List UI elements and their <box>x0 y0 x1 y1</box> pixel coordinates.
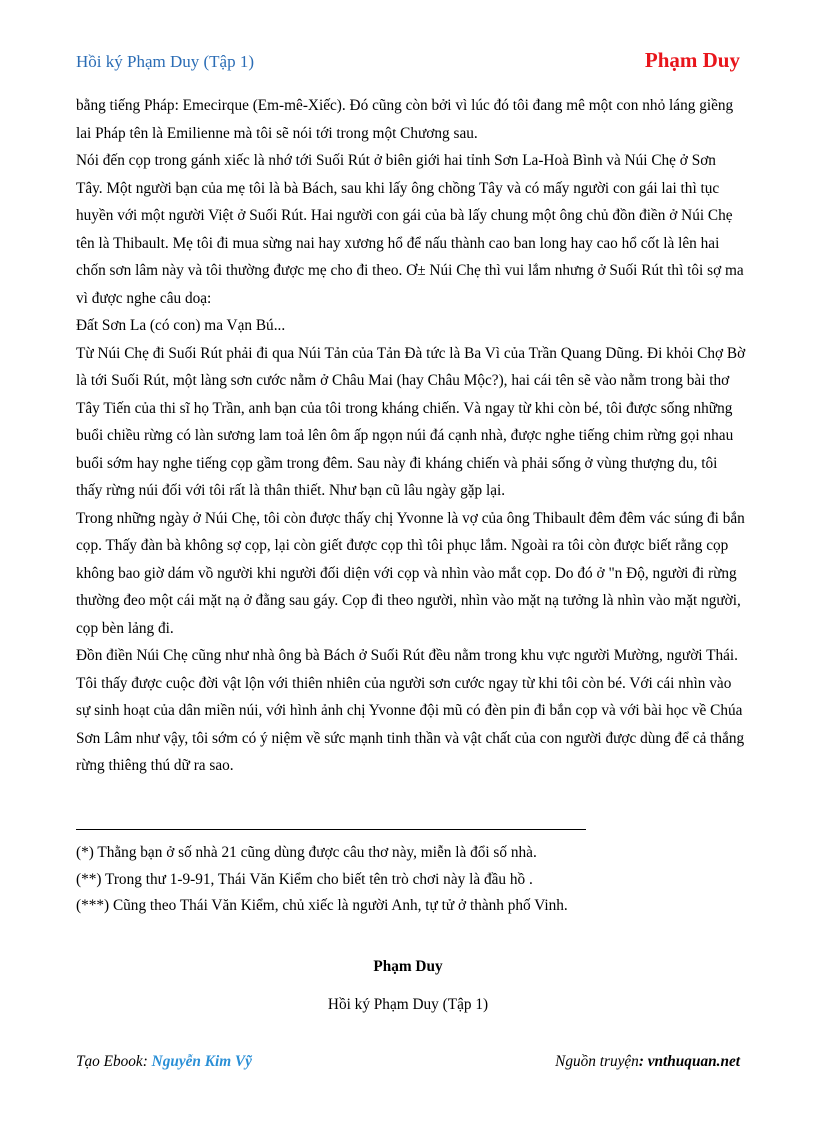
source-label: Nguồn truyện <box>555 1053 639 1070</box>
paragraph: Trong những ngày ở Núi Chẹ, tôi còn được thấy chị Yvonne là vợ của ông Thibault đêm đêm vác súng đi bắn cọp. Thấy đàn bà không sợ cọp, lại còn giết được cọp thì tôi phục lắm. Ngoài ra tôi còn được biết rằng cọp không bao giờ dám vồ người khi người đối diện với cọp và nhìn vào mắt cọp. Do đó ở "n Độ, người đi rừng thường đeo một cái mặt nạ ở đằng sau gáy. Cọp đi theo người, nhìn vào mặt nạ tưởng là nhìn vào mặt người, cọp bèn lảng đi. <box>76 509 745 637</box>
page-header <box>76 48 740 78</box>
paragraph: Đất Sơn La (có con) ma Vạn Bú... <box>76 317 286 334</box>
footnote: (**) Trong thư 1-9-91, Thái Văn Kiểm cho biết tên trò chơi này là đầu hồ . <box>76 870 533 888</box>
source-credit <box>555 1053 740 1071</box>
header-author: Phạm Duy <box>644 48 740 72</box>
footnote-divider <box>76 829 586 830</box>
paragraph: Từ Núi Chẹ đi Suối Rút phải đi qua Núi Tản của Tản Đà tức là Ba Vì của Trần Quang Dũng. Đi khỏi Chợ Bờ là tới Suối Rút, một làng sơn cước nằm ở Châu Mai (hay Châu Mộc?), hai cái tên sẽ vào nằm trong bài thơ Tây Tiến của thi sĩ họ Trần, anh bạn của tôi trong kháng chiến. Và ngay từ khi còn bé, tôi được sống những buổi chiều rừng có làn sương lam toả lên ôm ấp ngọn núi đá cạnh nhà, được nghe tiếng chim rừng gọi nhau buổi sớm hay nghe tiếng cọp gầm trong đêm. Sau này đi kháng chiến và phải sống ở vùng thượng du, tôi thấy rừng núi đối với tôi rất là thân thiết. Như bạn cũ lâu ngày gặp lại. <box>76 344 746 499</box>
paragraph: Nói đến cọp trong gánh xiếc là nhớ tới Suối Rút ở biên giới hai tỉnh Sơn La-Hoà Bình và Núi Chẹ ở Sơn Tây. Một người bạn của mẹ tôi là bà Bách, sau khi lấy ông chồng Tây và có mấy người con gái lai thì tục huyền với một người Việt ở Suối Rút. Hai người con gái của bà lấy chung một ông chủ đồn điền ở Núi Chẹ tên là Thibault. Mẹ tôi đi mua sừng nai hay xương hổ để nấu thành cao ban long hay cao hổ cốt là lên hai chốn sơn lâm này và tôi thường được mẹ cho đi theo. Ơ± Núi Chẹ thì vui lắm nhưng ở Suối Rút thì tôi sợ ma vì được nghe câu doạ: <box>76 152 744 307</box>
body-text <box>76 92 746 780</box>
signature-author: Phạm Duy <box>373 958 443 975</box>
ebook-credit <box>76 1053 252 1071</box>
signature-book-title: Hồi ký Phạm Duy (Tập 1) <box>327 996 489 1013</box>
footnote: (***) Cũng theo Thái Văn Kiểm, chủ xiếc là người Anh, tự tử ở thành phố Vinh. <box>76 897 568 914</box>
ebook-creator: Nguyễn Kim Vỹ <box>151 1053 252 1070</box>
ebook-separator: : <box>142 1053 152 1070</box>
footnote: (*) Thằng bạn ở số nhà 21 cũng dùng được câu thơ này, miễn là đổi số nhà. <box>76 844 537 861</box>
source-separator: : <box>638 1053 648 1070</box>
header-book-title: Hồi ký Phạm Duy (Tập 1) <box>76 52 255 71</box>
source-site-link[interactable]: vnthuquan.net <box>647 1053 740 1070</box>
paragraph: Đồn điền Núi Chẹ cũng như nhà ông bà Bách ở Suối Rút đều nằm trong khu vực người Mường, người Thái. Tôi thấy được cuộc đời vật lộn với thiên nhiên của người sơn cước ngay từ khi tôi còn bé. Với cái nhìn vào sự sinh hoạt của dân miền núi, với hình ảnh chị Yvonne đội mũ có đèn pin đi bắn cọp và với bài học về Chúa Sơn Lâm như vậy, tôi sớm có ý niệm về sức mạnh tinh thần và vật chất của con người được dùng để cả thắng rừng thiêng thú dữ ra sao. <box>76 647 745 774</box>
paragraph: bằng tiếng Pháp: Emecirque (Em-mê-Xiếc). Đó cũng còn bởi vì lúc đó tôi đang mê một con nhỏ láng giềng lai Pháp tên là Emilienne mà tôi sẽ nói tới trong một Chương sau. <box>76 97 734 142</box>
ebook-label: Tạo Ebook <box>76 1053 143 1070</box>
footnotes <box>76 840 746 920</box>
